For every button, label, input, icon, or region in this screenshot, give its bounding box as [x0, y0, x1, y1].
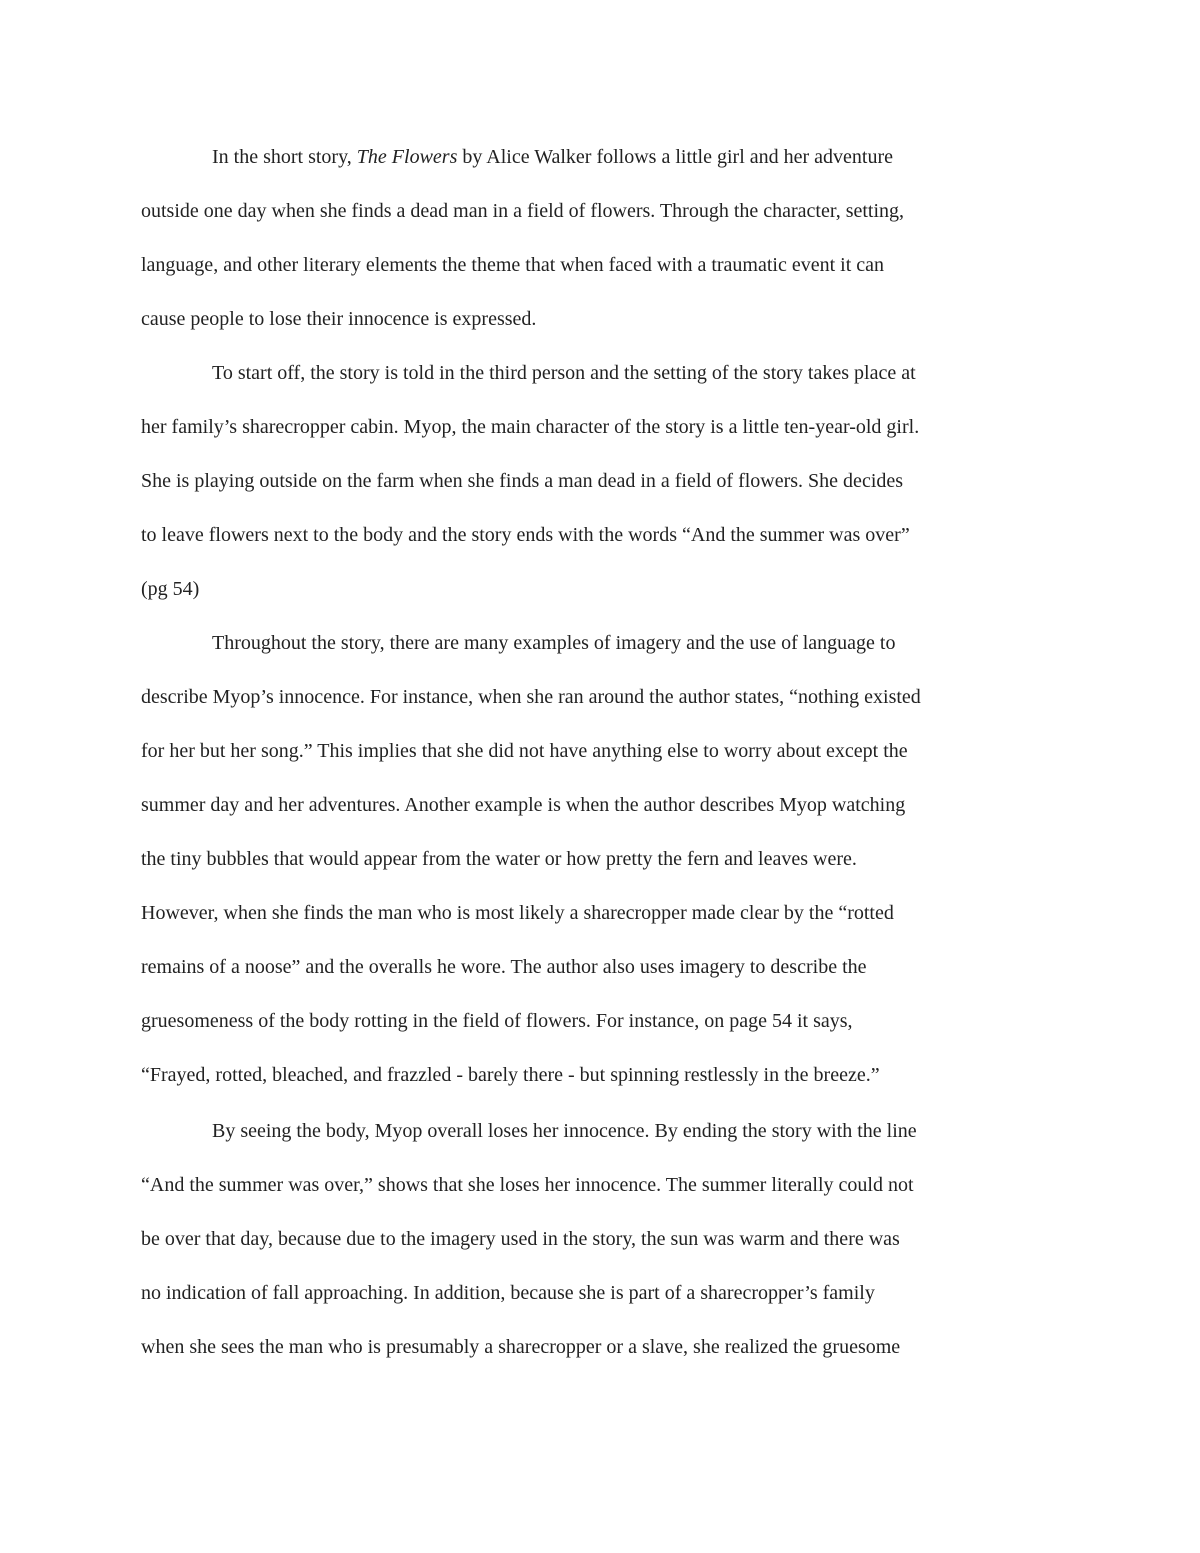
paragraph-4-line-4: no indication of fall approaching. In addition, because she is part of a sharecropper’s family: [141, 1282, 875, 1304]
text-span: by Alice Walker follows a little girl and her adventure: [457, 146, 894, 168]
paragraph-4-line-2: “And the summer was over,” shows that she loses her innocence. The summer literally could not: [141, 1174, 914, 1196]
paragraph-3-line-9: “Frayed, rotted, bleached, and frazzled - barely there - but spinning restlessly in the breeze.”: [141, 1064, 880, 1086]
paragraph-2-line-2: her family’s sharecropper cabin. Myop, the main character of the story is a little ten-year-old girl.: [141, 416, 920, 438]
paragraph-3-line-3: for her but her song.” This implies that she did not have anything else to worry about except the: [141, 740, 908, 762]
paragraph-1-line-1: [212, 143, 893, 171]
paragraph-3-line-2: describe Myop’s innocence. For instance, when she ran around the author states, “nothing existed: [141, 686, 921, 708]
paragraph-3-line-5: the tiny bubbles that would appear from the water or how pretty the fern and leaves were.: [141, 848, 857, 870]
paragraph-2-line-3: She is playing outside on the farm when she finds a man dead in a field of flowers. She decides: [141, 470, 904, 492]
paragraph-2-line-4: to leave flowers next to the body and the story ends with the words “And the summer was over”: [141, 524, 910, 546]
paragraph-1-line-2: outside one day when she finds a dead man in a field of flowers. Through the character, setting,: [141, 200, 905, 222]
paragraph-2-line-1: To start off, the story is told in the third person and the setting of the story takes place at: [212, 362, 916, 384]
paragraph-4-line-1: By seeing the body, Myop overall loses her innocence. By ending the story with the line: [212, 1120, 917, 1142]
paragraph-3-line-7: remains of a noose” and the overalls he wore. The author also uses imagery to describe the: [141, 956, 867, 978]
paragraph-3-line-8: gruesomeness of the body rotting in the field of flowers. For instance, on page 54 it says,: [141, 1010, 853, 1032]
paragraph-3-line-4: summer day and her adventures. Another example is when the author describes Myop watching: [141, 794, 906, 816]
paragraph-2-line-5: (pg 54): [141, 578, 200, 600]
story-title: The Flowers: [356, 146, 458, 168]
paragraph-4-line-5: when she sees the man who is presumably a sharecropper or a slave, she realized the gruesome: [141, 1336, 901, 1358]
text-span: In the short story,: [212, 146, 357, 168]
paragraph-3-line-6: However, when she finds the man who is most likely a sharecropper made clear by the “rotted: [141, 902, 894, 924]
paragraph-4-line-3: be over that day, because due to the imagery used in the story, the sun was warm and there was: [141, 1228, 900, 1250]
paragraph-1-line-3: language, and other literary elements the theme that when faced with a traumatic event it can: [141, 254, 885, 276]
paragraph-1-line-4: cause people to lose their innocence is expressed.: [141, 308, 537, 330]
paragraph-3-line-1: Throughout the story, there are many examples of imagery and the use of language to: [212, 632, 896, 654]
